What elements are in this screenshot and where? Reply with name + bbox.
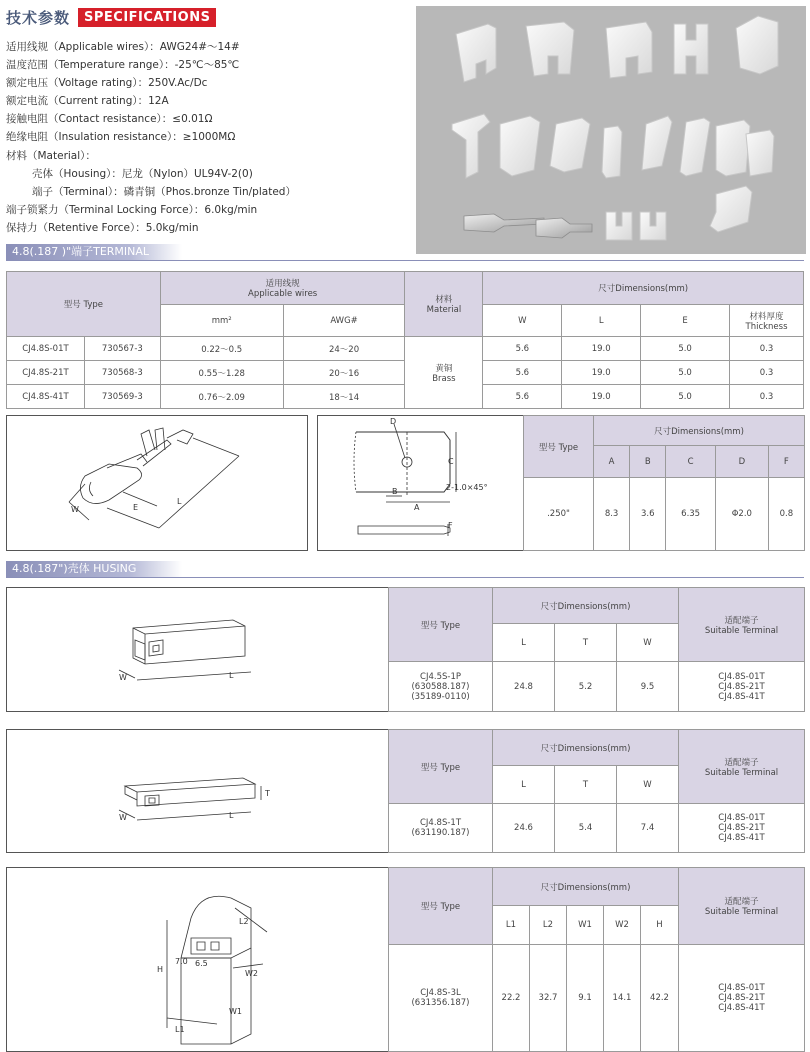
label-l: L [177,497,182,506]
cell-l: 24.6 [493,804,555,853]
header-thickness-cn: 材料厚度 [749,311,784,322]
cell-model [389,945,493,1052]
table-row [7,337,804,361]
header-suitable-en: Suitable Terminal [704,625,779,636]
cell-l: 19.0 [562,361,641,385]
suitable-line: CJ4.8S-21T [718,993,765,1003]
header-awg: AWG# [283,305,405,337]
cell-f: 0.8 [768,478,804,551]
header-l2: L2 [530,906,567,945]
model-line: (631356.187) [411,998,470,1008]
spec-line: 壳体（Housing）：尼龙（Nylon）UL94V-2(0) [32,167,253,180]
spec-line: 额定电流（Current rating）：12A [6,95,169,108]
cell-l: 24.8 [493,662,555,712]
header-l1: L1 [493,906,530,945]
header-type: 型号 Type [524,416,594,478]
cell-type: .250" [524,478,594,551]
cell-w: 5.6 [483,385,562,409]
header-suitable-terminal [679,868,805,945]
header-f: F [768,446,804,478]
header-w: W [617,624,679,662]
spec-line: 端子锁紧力（Terminal Locking Force）：6.0kg/min [6,203,258,216]
header-material-en: Material [426,305,462,315]
header-b: B [630,446,666,478]
header-w2: W2 [604,906,641,945]
label-f: F [448,521,453,530]
tab-table [523,415,805,551]
cell-thickness: 0.3 [730,361,804,385]
cell-d: Φ2.0 [715,478,768,551]
cell-part-number: 730568-3 [84,361,160,385]
model-line: (630588.187) [411,681,470,692]
cell-suitable [679,945,805,1052]
title-chinese: 技术参数 [6,8,71,27]
header-type: 型号 Type [389,868,493,945]
cell-material [405,337,483,409]
section-divider [6,577,804,578]
cell-mm2: 0.22～0.5 [160,337,283,361]
header-suitable-terminal [679,730,805,804]
header-d: D [715,446,768,478]
suitable-line: CJ4.8S-01T [718,983,765,993]
suitable-line: CJ4.8S-21T [718,681,765,692]
cell-w: 9.5 [617,662,679,712]
section-terminal-band [6,244,182,260]
header-mm2: mm² [160,305,283,337]
cell-w1: 9.1 [567,945,604,1052]
header-dimensions: 尺寸Dimensions(mm) [594,416,805,446]
model-line: (631190.187) [411,828,470,838]
header-l: L [493,624,555,662]
housing-1-box [6,587,804,712]
label-w: W [119,673,127,682]
label-d: D [390,417,397,426]
header-t: T [555,766,617,804]
cell-thickness: 0.3 [730,337,804,361]
header-thickness [730,305,804,337]
label-w: W [71,505,79,514]
product-photo [416,6,806,254]
header-dimensions: 尺寸Dimensions(mm) [493,868,679,906]
cell-l: 19.0 [562,385,641,409]
header-suitable-cn: 适配端子 [724,615,759,626]
cell-model: CJ4.8S-21T [7,361,85,385]
header-dimensions: 尺寸Dimensions(mm) [483,272,804,305]
table-row [389,804,805,853]
label-l1: L1 [175,1025,185,1034]
suitable-line: CJ4.8S-01T [718,813,765,823]
header-dimensions: 尺寸Dimensions(mm) [493,588,679,624]
header-a: A [594,446,630,478]
section-housing-band [6,561,182,577]
cell-awg: 18～14 [283,385,405,409]
model-line: CJ4.8S-3L [420,988,461,998]
cell-suitable [679,804,805,853]
label-a: A [414,503,420,512]
suitable-line: CJ4.8S-21T [718,823,765,833]
spec-line: 端子（Terminal）：磷青铜（Phos.bronze Tin/plated） [32,185,296,198]
specifications-list [6,38,296,237]
header-material-cn: 材料 [435,295,453,305]
header-suitable-en: Suitable Terminal [704,907,779,917]
cell-suitable [679,662,805,712]
label-l: L [229,671,234,680]
label-six: 6.5 [195,959,208,968]
housing-2-box [6,729,804,853]
cell-part-number: 730567-3 [84,337,160,361]
cell-mm2: 0.55～1.28 [160,361,283,385]
cell-w: 7.4 [617,804,679,853]
label-l: L [229,811,234,820]
cell-h: 42.2 [641,945,679,1052]
cell-awg: 24～20 [283,337,405,361]
header-h: H [641,906,679,945]
housing-3-box [6,867,804,1052]
cell-model: CJ4.8S-01T [7,337,85,361]
label-c: C [448,457,454,466]
cell-l1: 22.2 [493,945,530,1052]
header-thickness-en: Thickness [745,321,788,332]
label-seven: 7.0 [175,957,188,966]
cell-l2: 32.7 [530,945,567,1052]
header-dimensions: 尺寸Dimensions(mm) [493,730,679,766]
cell-model: CJ4.8S-41T [7,385,85,409]
cell-w: 5.6 [483,361,562,385]
title-english: SPECIFICATIONS [78,8,216,27]
header-suitable-cn: 适配端子 [724,757,759,768]
material-cn: 黄铜 [435,363,453,374]
suitable-line: CJ4.8S-41T [718,833,765,843]
product-photo-illustration [416,6,806,254]
header-suitable-cn: 适配端子 [724,897,759,907]
suitable-line: CJ4.8S-41T [718,691,765,702]
housing-2-table [388,729,805,853]
cell-e: 5.0 [641,337,730,361]
header-type: 型号 Type [7,272,161,337]
label-t: T [265,789,270,798]
header-applicable-wires [160,272,405,305]
label-l2: L2 [239,917,249,926]
header-type: 型号 Type [389,588,493,662]
model-line: CJ4.5S-1P [420,671,461,682]
header-wires-en: Applicable wires [248,289,318,299]
label-w1: W1 [229,1007,242,1016]
label-b: B [392,487,398,496]
header-l: L [562,305,641,337]
cell-mm2: 0.76～2.09 [160,385,283,409]
cell-t: 5.4 [555,804,617,853]
header-c: C [666,446,716,478]
cell-part-number: 730569-3 [84,385,160,409]
label-h: H [157,965,164,974]
header-wires-cn: 适用线规 [265,279,300,289]
cell-b: 3.6 [630,478,666,551]
model-line: CJ4.8S-1T [419,818,462,828]
section-housing-label: 4.8(.187")壳体 HUSING [12,562,137,575]
housing-1-table [388,587,805,712]
table-row [389,662,805,712]
header-e: E [641,305,730,337]
cell-e: 5.0 [641,361,730,385]
spec-line: 绝缘电阻（Insulation resistance）：≥1000MΩ [6,131,236,144]
suitable-line: CJ4.8S-01T [718,671,765,682]
header-w1: W1 [567,906,604,945]
tab-drawing-box [317,415,804,551]
cell-w: 5.6 [483,337,562,361]
header-t: T [555,624,617,662]
spec-line: 材料（Material）： [6,149,96,162]
spec-line: 接触电阻（Contact resistance）：≤0.01Ω [6,113,213,126]
spec-line: 额定电压（Voltage rating）：250V.Ac/Dc [6,77,208,90]
header-w: W [617,766,679,804]
spec-line: 适用线规（Applicable wires）：AWG24#～14# [6,41,240,53]
section-divider [6,260,804,261]
section-terminal-label: 4.8(.187 )"端子TERMINAL [12,245,150,258]
header-type: 型号 Type [389,730,493,804]
cell-a: 8.3 [594,478,630,551]
cell-w2: 14.1 [604,945,641,1052]
label-chamfer: 2-1.0×45° [446,483,488,492]
terminal-table [6,271,804,409]
spec-line: 温度范围（Temperature range）：-25℃～85℃ [6,59,240,72]
terminal-drawing [6,415,308,551]
cell-e: 5.0 [641,385,730,409]
cell-awg: 20～16 [283,361,405,385]
cell-t: 5.2 [555,662,617,712]
model-line: (35189-0110) [411,691,470,702]
cell-l: 19.0 [562,337,641,361]
header-l: L [493,766,555,804]
spec-line: 保持力（Retentive Force）：5.0kg/min [6,221,199,234]
cell-thickness: 0.3 [730,385,804,409]
housing-3-table [388,867,805,1052]
label-e: E [133,503,139,512]
header-material [405,272,483,337]
table-row [389,945,805,1052]
label-w2: W2 [245,969,258,978]
cell-model [389,662,493,712]
suitable-line: CJ4.8S-41T [718,1003,765,1013]
table-row [524,478,805,551]
label-w: W [119,813,127,822]
header-w: W [483,305,562,337]
header-suitable-en: Suitable Terminal [704,767,779,778]
header-suitable-terminal [679,588,805,662]
material-en: Brass [432,373,456,384]
cell-model [389,804,493,853]
cell-c: 6.35 [666,478,716,551]
page-header [6,6,216,28]
